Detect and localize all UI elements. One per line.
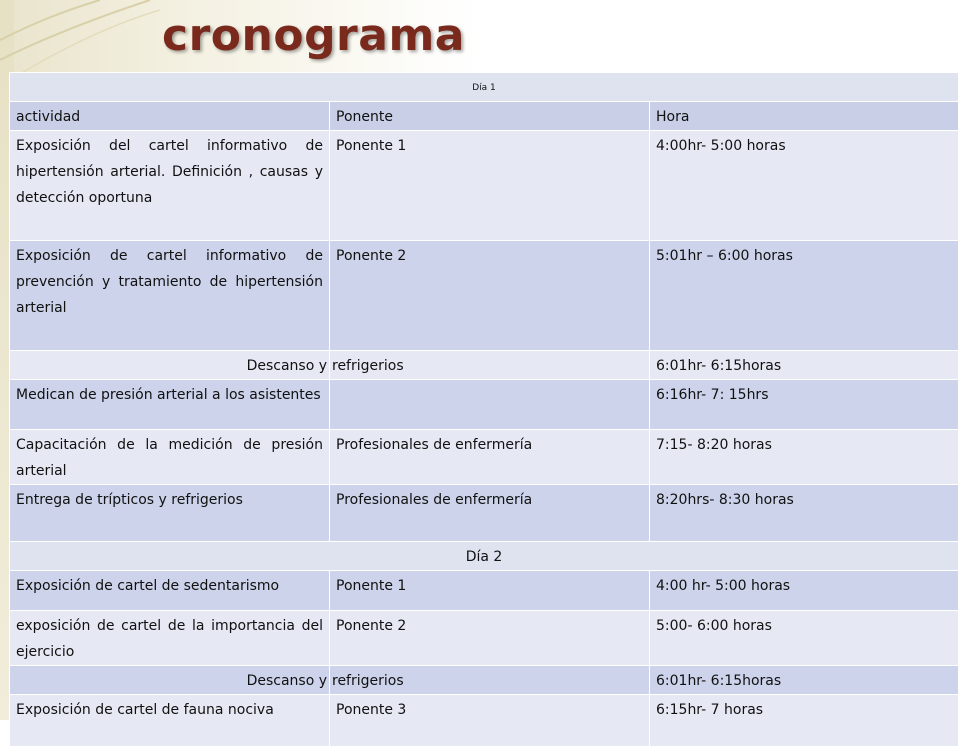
table-row bbox=[10, 571, 959, 611]
activity-cell: Entrega de trípticos y refrigerios bbox=[10, 485, 330, 542]
activity-cell: Exposición de cartel informativo de prevención y tratamiento de hipertensión arterial bbox=[10, 241, 330, 351]
time-cell: 8:20hrs- 8:30 horas bbox=[650, 485, 959, 542]
break-row bbox=[10, 666, 959, 695]
time-cell: 6:01hr- 6:15horas bbox=[650, 666, 959, 695]
table-row bbox=[10, 695, 959, 747]
header-speaker: Ponente bbox=[330, 102, 650, 131]
activity-cell: Medican de presión arterial a los asistentes bbox=[10, 380, 330, 430]
speaker-cell: Ponente 2 bbox=[330, 241, 650, 351]
speaker-cell: Ponente 2 bbox=[330, 611, 650, 666]
activity-cell: Exposición de cartel de fauna nociva bbox=[10, 695, 330, 747]
speaker-cell: Ponente 3 bbox=[330, 695, 650, 747]
time-cell: 5:01hr – 6:00 horas bbox=[650, 241, 959, 351]
activity-cell: Exposición de cartel de sedentarismo bbox=[10, 571, 330, 611]
header-time: Hora bbox=[650, 102, 959, 131]
break-activity-cell: Descanso y bbox=[10, 351, 330, 380]
break-row bbox=[10, 351, 959, 380]
time-cell: 5:00- 6:00 horas bbox=[650, 611, 959, 666]
activity-cell: Capacitación de la medición de presión arterial bbox=[10, 430, 330, 485]
time-cell: 6:15hr- 7 horas bbox=[650, 695, 959, 747]
speaker-cell bbox=[330, 380, 650, 430]
time-cell: 4:00hr- 5:00 horas bbox=[650, 131, 959, 241]
activity-cell: Exposición del cartel informativo de hipertensión arterial. Definición , causas y detección oportuna bbox=[10, 131, 330, 241]
speaker-cell: Ponente 1 bbox=[330, 131, 650, 241]
time-cell: 6:01hr- 6:15horas bbox=[650, 351, 959, 380]
page-title: cronograma bbox=[162, 10, 465, 61]
header-activity: actividad bbox=[10, 102, 330, 131]
day2-label-row bbox=[10, 542, 959, 571]
speaker-cell: Ponente 1 bbox=[330, 571, 650, 611]
day1-label-row bbox=[10, 73, 959, 102]
time-cell: 7:15- 8:20 horas bbox=[650, 430, 959, 485]
table-row bbox=[10, 241, 959, 351]
speaker-cell: Profesionales de enfermería bbox=[330, 485, 650, 542]
day2-label: Día 2 bbox=[10, 542, 959, 571]
day1-label: Día 1 bbox=[10, 73, 959, 102]
table-row bbox=[10, 611, 959, 666]
table-row bbox=[10, 430, 959, 485]
activity-cell: exposición de cartel de la importancia del ejercicio bbox=[10, 611, 330, 666]
decorative-curves bbox=[0, 0, 160, 74]
time-cell: 4:00 hr- 5:00 horas bbox=[650, 571, 959, 611]
table-row bbox=[10, 131, 959, 241]
break-speaker-cell: refrigerios bbox=[330, 666, 650, 695]
break-activity-cell: Descanso y bbox=[10, 666, 330, 695]
header-row bbox=[10, 102, 959, 131]
time-cell: 6:16hr- 7: 15hrs bbox=[650, 380, 959, 430]
break-speaker-cell: refrigerios bbox=[330, 351, 650, 380]
table-row bbox=[10, 485, 959, 542]
table-row bbox=[10, 380, 959, 430]
speaker-cell: Profesionales de enfermería bbox=[330, 430, 650, 485]
schedule-table bbox=[9, 72, 959, 747]
